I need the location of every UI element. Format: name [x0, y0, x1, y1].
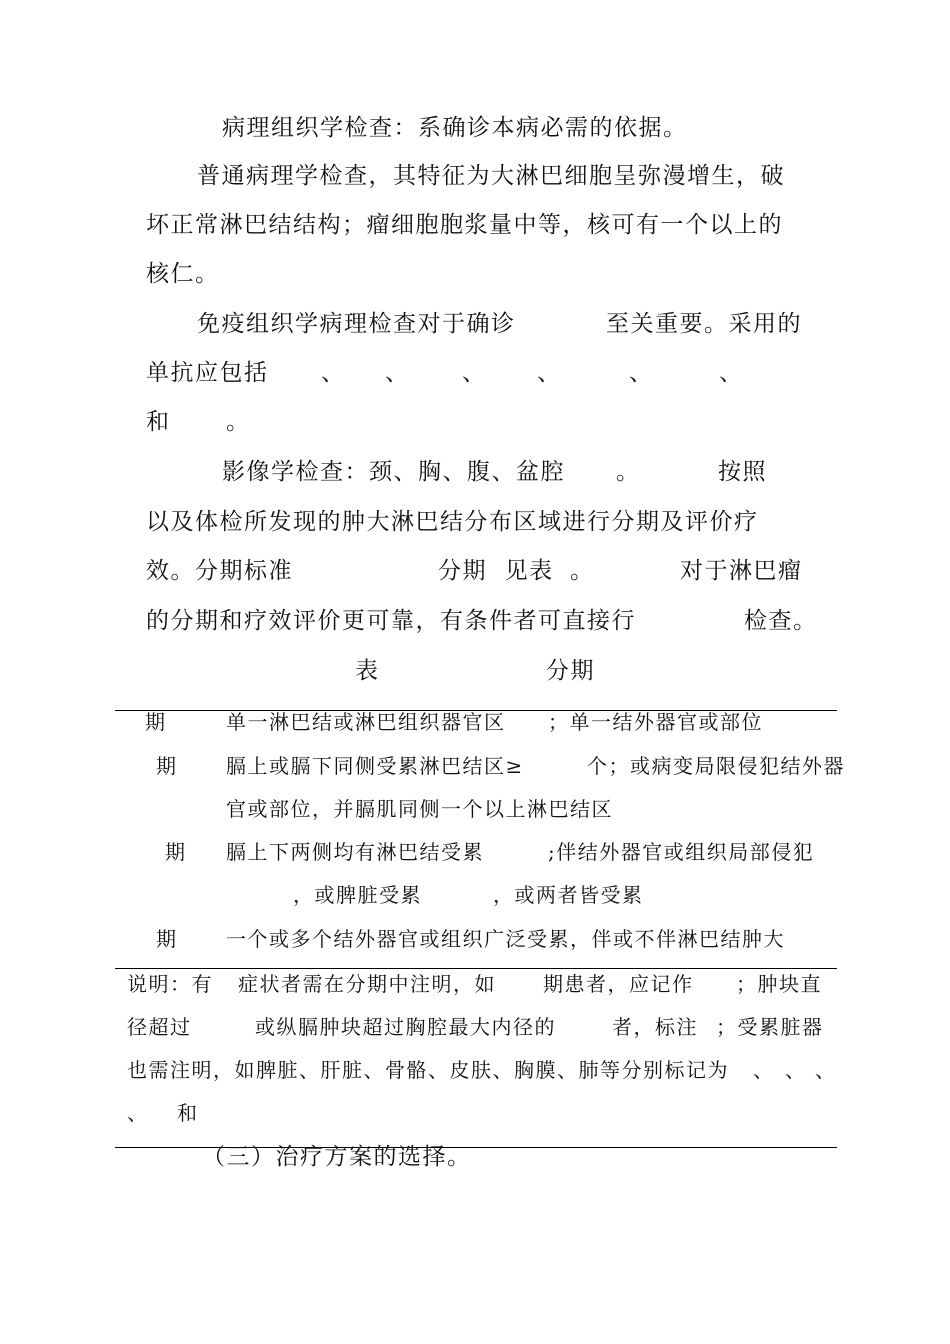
table-note-line: 或纵膈肿块超过胸腔最大内径的 [255, 1015, 556, 1039]
table-mid-rule [115, 968, 837, 969]
table-row-desc: 单一淋巴结或淋巴组织器官区 [226, 710, 506, 734]
table-row-desc: 膈上或膈下同侧受累淋巴结区≥ [226, 754, 524, 778]
paragraph-text-line: 的分期和疗效评价更可靠，有条件者可直接行 [146, 608, 636, 634]
separator-comma: 、 [719, 360, 744, 386]
paragraph-text-line: 至关重要。采用的 [606, 311, 802, 337]
table-row-stage: 期 [145, 710, 167, 734]
separator-comma: 、 [462, 360, 487, 386]
table-row-desc: 个；或病变局限侵犯结外器 [587, 754, 845, 778]
table-row-desc: ;伴结外器官或组织局部侵犯 [548, 840, 815, 864]
paragraph-text-line: 免疫组织学病理检查对于确诊 [197, 311, 516, 337]
separator-comma: 、 [753, 1058, 775, 1082]
table-note-line: ；肿块直 [736, 972, 822, 996]
table-note-line: 说明：有 [127, 972, 213, 996]
paragraph-text-line: 按照 [718, 459, 767, 485]
separator-comma: 、 [785, 1058, 807, 1082]
table-note-line: 和 [177, 1101, 199, 1125]
paragraph-text-line: 坏正常淋巴结结构；瘤细胞胞浆量中等，核可有一个以上的 [146, 212, 783, 238]
table-note-line: 也需注明，如脾脏、肝脏、骨骼、皮肤、胸膜、肺等分别标记为 [127, 1058, 729, 1082]
paragraph-text-line: 以及体检所发现的肿大淋巴结分布区域进行分期及评价疗 [146, 509, 759, 535]
table-note-line: 期患者，应记作 [543, 972, 694, 996]
table-note-line: 者，标注 [612, 1015, 698, 1039]
paragraph-text-line: 核仁。 [146, 261, 220, 287]
table-row-desc: ，或脾脏受累 [293, 883, 422, 907]
table-note-line: 症状者需在分期中注明，如 [238, 972, 496, 996]
paragraph-text-line: 分期 见表 [438, 558, 554, 584]
paragraph-text-line: 。 [226, 409, 251, 435]
table-row-stage: 期 [156, 754, 178, 778]
table-row-stage: 期 [165, 840, 187, 864]
table-row-desc: ；单一结外器官或部位 [548, 710, 763, 734]
table-title: 分期 [546, 658, 595, 684]
paragraph-text-line: 。 [570, 558, 595, 584]
paragraph-text-line: 和 [146, 409, 171, 435]
section-heading: （三）治疗方案的选择。 [202, 1144, 472, 1170]
separator-comma: 、 [127, 1101, 149, 1125]
paragraph-text-line: 。 [616, 459, 641, 485]
table-note-line: 径超过 [127, 1015, 192, 1039]
table-row-desc: ，或两者皆受累 [493, 883, 644, 907]
paragraph-pathology-heading: 病理组织学检查：系确诊本病必需的依据。 [222, 115, 688, 141]
paragraph-text-line: 单抗应包括 [146, 360, 269, 386]
separator-comma: 、 [629, 360, 654, 386]
separator-comma: 、 [321, 360, 346, 386]
paragraph-text-line: 效。分期标准 [146, 558, 293, 584]
table-note-line: ；受累脏器 [716, 1015, 824, 1039]
paragraph-text-line: 对于淋巴瘤 [680, 558, 803, 584]
table-row-desc: 一个或多个结外器官或组织广泛受累，伴或不伴淋巴结肿大 [226, 927, 785, 951]
table-row-stage: 期 [156, 927, 178, 951]
table-row-desc: 膈上下两侧均有淋巴结受累 [226, 840, 484, 864]
separator-comma: 、 [815, 1058, 837, 1082]
table-title: 表 [355, 658, 380, 684]
paragraph-text-line: 检查。 [744, 608, 818, 634]
table-row-desc: 官或部位，并膈肌同侧一个以上淋巴结区 [226, 797, 613, 821]
paragraph-text-line: 影像学检查：颈、胸、腹、盆腔 [222, 459, 565, 485]
paragraph-text-line: 普通病理学检查，其特征为大淋巴细胞呈弥漫增生，破 [197, 163, 785, 189]
separator-comma: 、 [537, 360, 562, 386]
separator-comma: 、 [385, 360, 410, 386]
